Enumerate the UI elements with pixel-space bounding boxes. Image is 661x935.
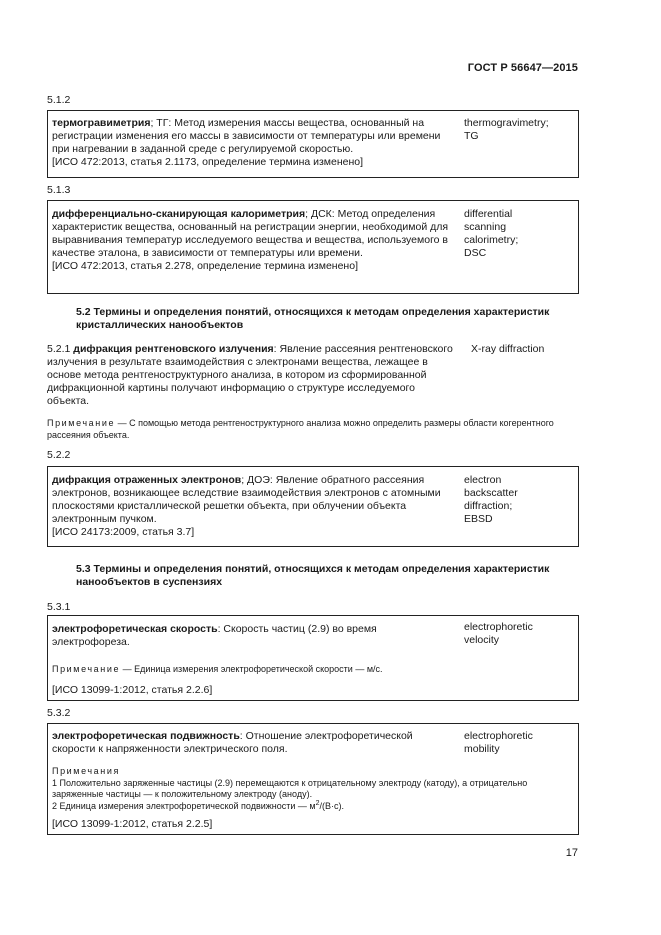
note <box>52 664 552 676</box>
definition-text: ; ДСК: Метод определения характеристик вещества, основанный на регистрации энергии, необходимой для выравнивания температур исследуемого вещества и вещества, используемого в качестве эталона, в зависимости от температуры или времени. <box>52 208 449 259</box>
term: электрофоретическая подвижность <box>52 730 240 742</box>
section-heading-5-2: 5.2 Термины и определения понятий, относящихся к методам определения характеристик кристаллических нанообъектов <box>76 306 550 331</box>
english-term: differential scanning calorimetry; DSC <box>464 208 519 259</box>
english-term: electrophoretic velocity <box>464 621 533 646</box>
definition <box>52 117 454 169</box>
term: электрофоретическая скорость <box>52 623 218 635</box>
english-term: electron backscatter diffraction; EBSD <box>464 474 518 525</box>
term: термогравиметрия <box>52 117 151 129</box>
page-number: 17 <box>565 847 578 859</box>
term: дифракция отраженных электронов <box>52 474 242 486</box>
notes <box>52 766 574 812</box>
definition-text: : Скорость частиц (2.9) во время электрофореза. <box>52 623 377 648</box>
source: [ИСО 13099-1:2012, статья 2.2.5] <box>52 818 213 830</box>
note-2: 2 Единица измерения электрофоретической подвижности — $м^2/(В\cdot с)$. <box>52 799 345 811</box>
source: [ИСО 24173:2009, статья 3.7] <box>52 526 195 538</box>
term-number: 5.3.2 <box>47 707 71 719</box>
term-entry-5-3-1 <box>47 615 579 701</box>
term: дифракция рентгеновского излучения <box>73 343 274 355</box>
definition-text: : Отношение электрофоретической скорости к напряженности электрического поля. <box>52 730 413 755</box>
english-term: X-ray diffraction <box>471 343 545 355</box>
term-number: 5.1.3 <box>47 184 71 196</box>
english-term: thermogravimetry; TG <box>464 117 549 142</box>
definition <box>52 208 454 273</box>
term-number: 5.3.1 <box>47 601 71 613</box>
term-number: 5.1.2 <box>47 94 71 106</box>
term-entry-5-1-2 <box>47 110 579 178</box>
standard-number: ГОСТ Р 56647—2015 <box>467 62 578 74</box>
english-term: electrophoretic mobility <box>464 730 533 755</box>
definition-text: ; ТГ: Метод измерения массы вещества, основанный на регистрации изменения его массы в зависимости от температуры или времени при нагревании в заданной среде с регулируемой скоростью. <box>52 117 441 155</box>
note-1: 1 Положительно заряженные частицы (2.9) перемещаются к отрицательному электроду (катоду), а отрицательно заряженные частицы — к положительному электроду (аноду). <box>52 777 528 799</box>
definition <box>52 623 454 649</box>
source: [ИСО 472:2013, статья 2.278, определение термина изменено] <box>52 260 358 272</box>
note <box>47 418 581 441</box>
note-text: — Единица измерения электрофоретической скорости — м/с. <box>120 664 383 674</box>
definition <box>52 730 454 756</box>
term-entry-5-1-3 <box>47 200 579 294</box>
term-entry-5-3-2 <box>47 723 579 835</box>
section-heading-5-3: 5.3 Термины и определения понятий, относящихся к методам определения характеристик нанообъектов в суспензиях <box>76 563 550 588</box>
definition <box>52 474 454 539</box>
note-label: Примечание <box>47 418 116 428</box>
term-number: 5.2.2 <box>47 449 71 461</box>
definition-text: ; ДОЭ: Явление обратного рассеяния электронов, возникающее вследствие взаимодействия электронов с атомными плоскостями кристаллической решетки объекта, при облучении объекта электронным пучком. <box>52 474 441 525</box>
term-entry-5-2-1 <box>47 343 459 408</box>
term-number: 5.2.1 <box>47 343 71 355</box>
source: [ИСО 13099-1:2012, статья 2.2.6] <box>52 684 213 696</box>
term: дифференциально-сканирующая калориметрия <box>52 208 306 220</box>
definition-text: : Явление рассеяния рентгеновского излучения в результате взаимодействия с электронами вещества, лежащее в основе метода рентгеноструктурного анализа, в котором из сформированной дифракционной картины получают информацию о структуре исследуемого объекта. <box>47 343 453 407</box>
note-label: Примечание <box>52 664 121 674</box>
notes-label: Примечания <box>52 766 120 776</box>
note-text: — С помощью метода рентгеноструктурного анализа можно определить размеры области когерентного рассеяния объекта. <box>47 418 554 440</box>
term-entry-5-2-2 <box>47 466 579 547</box>
source: [ИСО 472:2013, статья 2.1173, определение термина изменено] <box>52 156 364 168</box>
